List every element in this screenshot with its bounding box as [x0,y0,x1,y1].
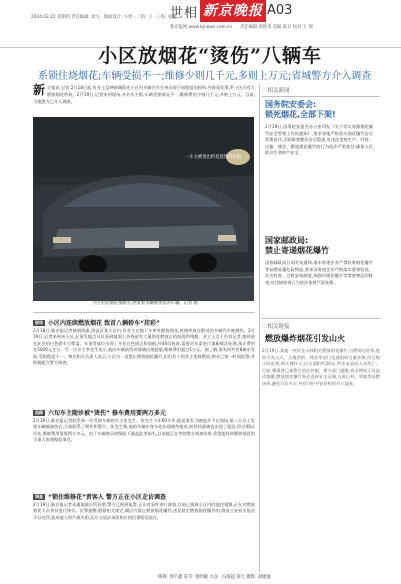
sidebar-link-title: 燃放爆炸烟花引发山火 [265,334,345,343]
section-tag: 现场 [35,320,43,325]
news-photo [33,117,254,301]
related-news-label: 二相关新闻 [262,88,290,94]
article-headline: 小区放烟花“烫伤”八辆车 [98,45,322,67]
footer-credits: 统筹: 郭宇鑫 采写: 张明敏 大众 · 冯海超 徐天 摄影: 刘建强 [158,575,271,580]
article-subhead: 系锁住烧烟花;车辆受损不一;维修少则几千元,多则上万元;省城警方介入调查 [38,71,372,82]
parking-lot-photo [33,117,254,301]
sidebar-news-title: 国务院安委会: 锁死烟花,全部下架! [265,100,336,119]
section-heading: 调查 “锁住维修花”责客人 警方正在小区走访调查 [35,494,166,501]
section-name: 世相 [170,6,199,21]
column-divider [259,84,260,572]
divider [262,96,380,97]
related-link-label: 二相关链接 [262,324,290,330]
section-tag: 追踪 [35,410,43,415]
section-body: 2月19日,新京报记者联系到一位受损车辆的车主张先生。张先生今年60多岁,他说事发当晚他并不在现场,第二天早上发现车辆被烧伤后,立即联系了物业和警方。张先生称,他的车辆车身多处出现烧伤痕迹,前挡风玻璃也出现了裂纹,经过4S店评估,维修费用需要两万多元。由于车辆购买的保险不涵盖此类损失,目前他正在等待警方调查结果,希望能找到燃放烟花的当事人协商赔偿事宜。 [33,418,255,443]
divider [33,312,255,313]
drop-cap: 新 [33,83,46,97]
photo-note: 一车主被烫出约花烧伤的伤痕 [185,155,241,160]
site-url: 新京报网 www.bjnews.com.cn [170,25,233,30]
lead-text: 京报讯 记者 2月18日起,有业主反映新城阳光小区内多辆汽车车身出现不同程度的损伤,经查看发现,系小区内有人燃放烟花所致。2月19日,记者来到现场,多名车主称,车辆受损情况不一,维修费用少则几千元,多则上万元。目前,当地警方已介入调查。 [33,85,255,104]
staff-credits: 责任编辑 曲轶雯 美编 陈京 校对 王 瑞 [240,25,313,30]
section-heading: 追踪 六旬车主随诊被“烫伤” 修车费用要两万多元 [35,410,166,417]
divider [262,318,380,319]
lead-paragraph [33,84,255,105]
section-tag: 调查 [35,494,43,499]
photo-caption: 小区里的烟花残骸旁,停放着多辆被烫伤的车辆。记者 摄 [92,301,198,306]
section-body: 2月18日,新京报记者接到线索,海淀区某小区内,有业主在地下车库外燃放烟花,致使停放在附近的多辆汽车被烧伤。2月19日,记者来到该小区,在事发地点可以看到地面上仍残留有大量烟花燃放后的纸屑和残骸。业主王女士告诉记者,她停放在此处的白色轿车引擎盖、车顶等部位出现了多处白色斑点和划痕,经4S店检查,需要对车漆进行重新喷涂处理,预计费用在5000元左右。另一位业主李先生表示,他的车辆前挡风玻璃出现裂痕,维修费用超过1万元。据了解,事发时共有8辆车受损,受损程度不一。物业相关负责人表示,小区内一直禁止燃放烟花爆竹,但仍有个别业主违规燃放,物业已第一时间报警,并积极配合警方调查。 [33,328,255,366]
section-heading: 现场 小区内连续燃放烟花 致首八辆轿车“挂彩” [35,320,160,327]
page-number: A03 [267,3,293,18]
sidebar-news-title: 国家邮政局: 禁止寄递烟花爆竹 [265,236,329,255]
sidebar-news-body: 国家邮政局日前发布通知,重申寄递企业严禁收寄烟花爆竹等易燃易爆危险物品,要求各寄递企业严格落实收寄验视、实名收寄、过机安检制度,加强对烟花爆竹等禁寄物品的排查,对违规收寄行为依法依规严肃处理。 [265,260,373,285]
section-body: 2月19日,新京报记者从属地派出所获悉,警方已接到报警,正在对事件进行调查,目前已调取小区内的监控视频,正在对燃放烟花人员身份进行核实。民警提醒,根据相关规定,城区内禁止燃放烟花爆竹,违反规定燃放烟花爆竹的,将由公安机关依法予以处罚;造成他人财产损失的,还应当依法承担相应的民事赔偿责任。 [33,502,255,520]
issue-date: 2024.02.22 星期四 责任编辑: 徐大 · 版面设计: 牛奶 · 二校: 王 · 三校: 张鑫 [31,15,177,20]
sidebar-news-body: 2月19日,国务院安委会办公室印发《关于切实加强烟花爆竹安全管理工作的通知》,要求各地严格落实烟花爆竹安全管理责任,全面排查整治安全隐患,对违法违规生产、经营、运输、储存、燃放烟花爆竹的行为依法严肃查处,确保人民群众生命财产安全。 [265,124,373,156]
sidebar-link-body: 2月19日,某地一村民在山林附近燃放烟花爆竹,引燃周边枯草,进而引发山火。当地消防、林业等部门迅速组织力量扑救,经过数小时奋战,明火被扑灭,过火面积约20亩,所幸未造成人员伤亡。目前,肇事者已被警方依法控制。相关部门提醒,春节期间人员流动频繁,燃放烟花爆竹务必选择安全区域,远离山林、草地等易燃场所,避免引发火灾,共同守护平安祥和的节日氛围。 [262,348,380,386]
newspaper-logo: 新京晚报 [200,0,266,22]
